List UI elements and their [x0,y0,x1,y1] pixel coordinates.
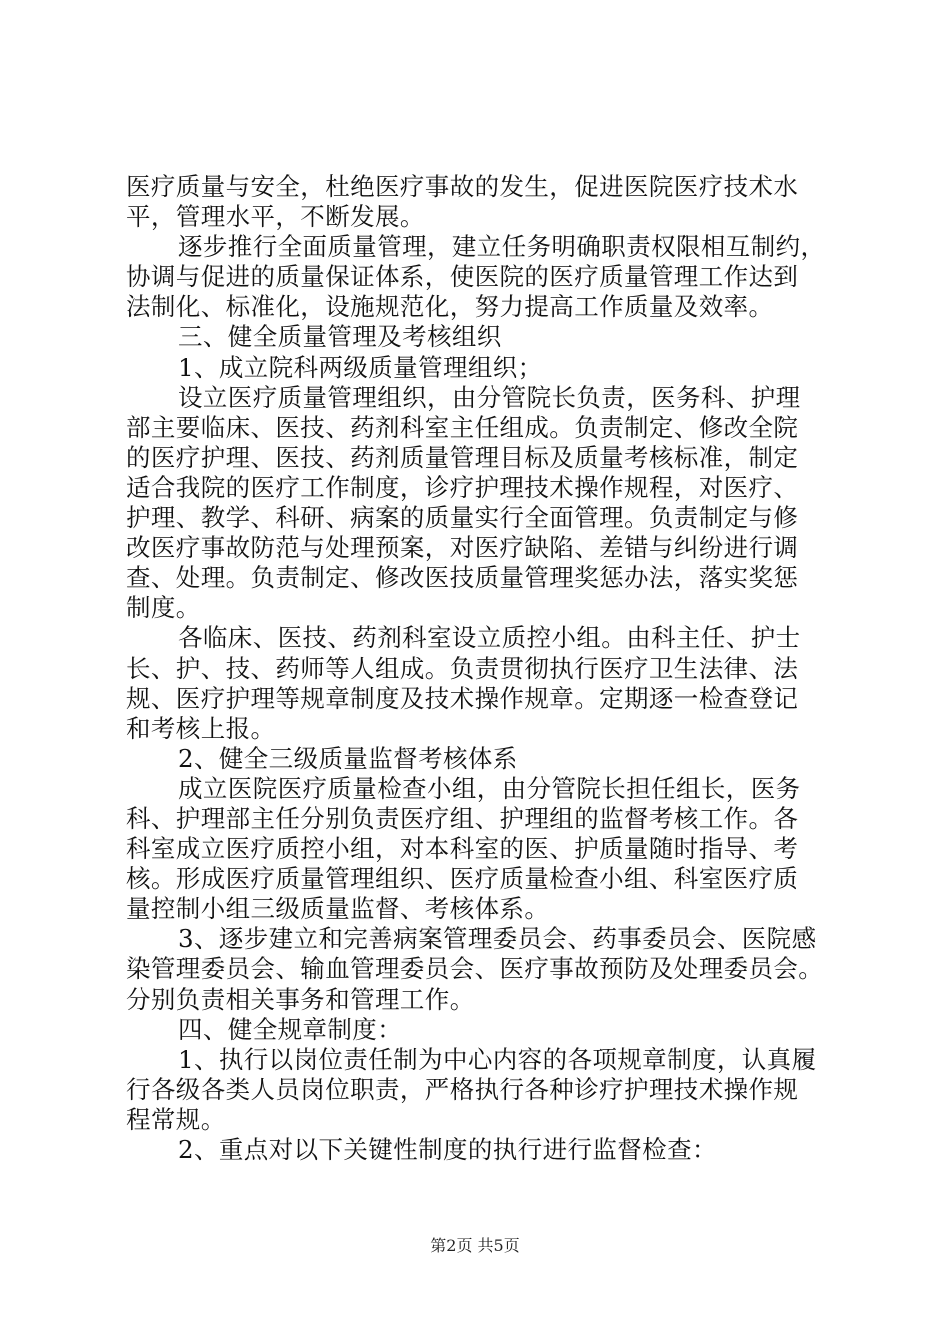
text-line: 量控制小组三级质量监督、考核体系。 [126,894,550,924]
text-line: 行各级各类人员岗位职责，严格执行各种诊疗护理技术操作规 [126,1074,799,1104]
body-text [126,172,846,1165]
text-line: 的医疗护理、医技、药剂质量管理目标及质量考核标准，制定 [126,442,799,472]
paragraph-start: 成立医院医疗质量检查小组，由分管院长担任组长，医务 [178,773,801,803]
page-number-footer: 第2页 共5页 [430,1236,520,1255]
text-line: 部主要临床、医技、药剂科室主任组成。负责制定、修改全院 [126,412,799,442]
text-line: 和考核上报。 [126,713,276,743]
paragraph-start: 3、逐步建立和完善病案管理委员会、药事委员会、医院感 [178,924,817,954]
text-line: 规、医疗护理等规章制度及技术操作规章。定期逐一检查登记 [126,683,799,713]
text-line: 科室成立医疗质控小组，对本科室的医、护质量随时指导、考 [126,834,799,864]
text-line: 适合我院的医疗工作制度，诊疗护理技术操作规程，对医疗、 [126,472,799,502]
text-line: 程常规。 [126,1104,226,1134]
text-line: 分别负责相关事务和管理工作。 [126,984,475,1014]
subsection-heading: 1、成立院科两级质量管理组织； [178,352,543,382]
text-line: 核。形成医疗质量管理组织、医疗质量检查小组、科室医疗质 [126,864,799,894]
paragraph-start: 各临床、医技、药剂科室设立质控小组。由科主任、护士 [178,623,801,653]
text-line: 医疗质量与安全，杜绝医疗事故的发生，促进医院医疗技术水 [126,172,799,201]
paragraph-start: 1、执行以岗位责任制为中心内容的各项规章制度，认真履 [178,1044,817,1074]
text-line: 染管理委员会、输血管理委员会、医疗事故预防及处理委员会。 [126,954,824,984]
text-line: 长、护、技、药师等人组成。负责贯彻执行医疗卫生法律、法 [126,653,799,683]
paragraph-start: 设立医疗质量管理组织，由分管院长负责，医务科、护理 [178,382,801,412]
text-line: 科、护理部主任分别负责医疗组、护理组的监督考核工作。各 [126,803,799,833]
text-line: 查、处理。负责制定、修改医技质量管理奖惩办法，落实奖惩 [126,563,799,593]
section-heading: 三、健全质量管理及考核组织 [178,322,502,352]
text-line: 协调与促进的质量保证体系，使医院的医疗质量管理工作达到 [126,262,799,292]
subsection-heading: 2、健全三级质量监督考核体系 [178,743,518,773]
text-line: 法制化、标准化，设施规范化，努力提高工作质量及效率。 [126,292,774,322]
text-line: 平，管理水平，不断发展。 [126,202,425,232]
text-line: 改医疗事故防范与处理预案，对医疗缺陷、差错与纠纷进行调 [126,533,799,563]
paragraph-start: 逐步推行全面质量管理，建立任务明确职责权限相互制约， [178,232,826,262]
text-line: 护理、教学、科研、病案的质量实行全面管理。负责制定与修 [126,503,799,533]
section-heading: 四、健全规章制度： [178,1014,403,1044]
text-line: 制度。 [126,593,201,623]
paragraph-start: 2、重点对以下关键性制度的执行进行监督检查： [178,1135,717,1164]
